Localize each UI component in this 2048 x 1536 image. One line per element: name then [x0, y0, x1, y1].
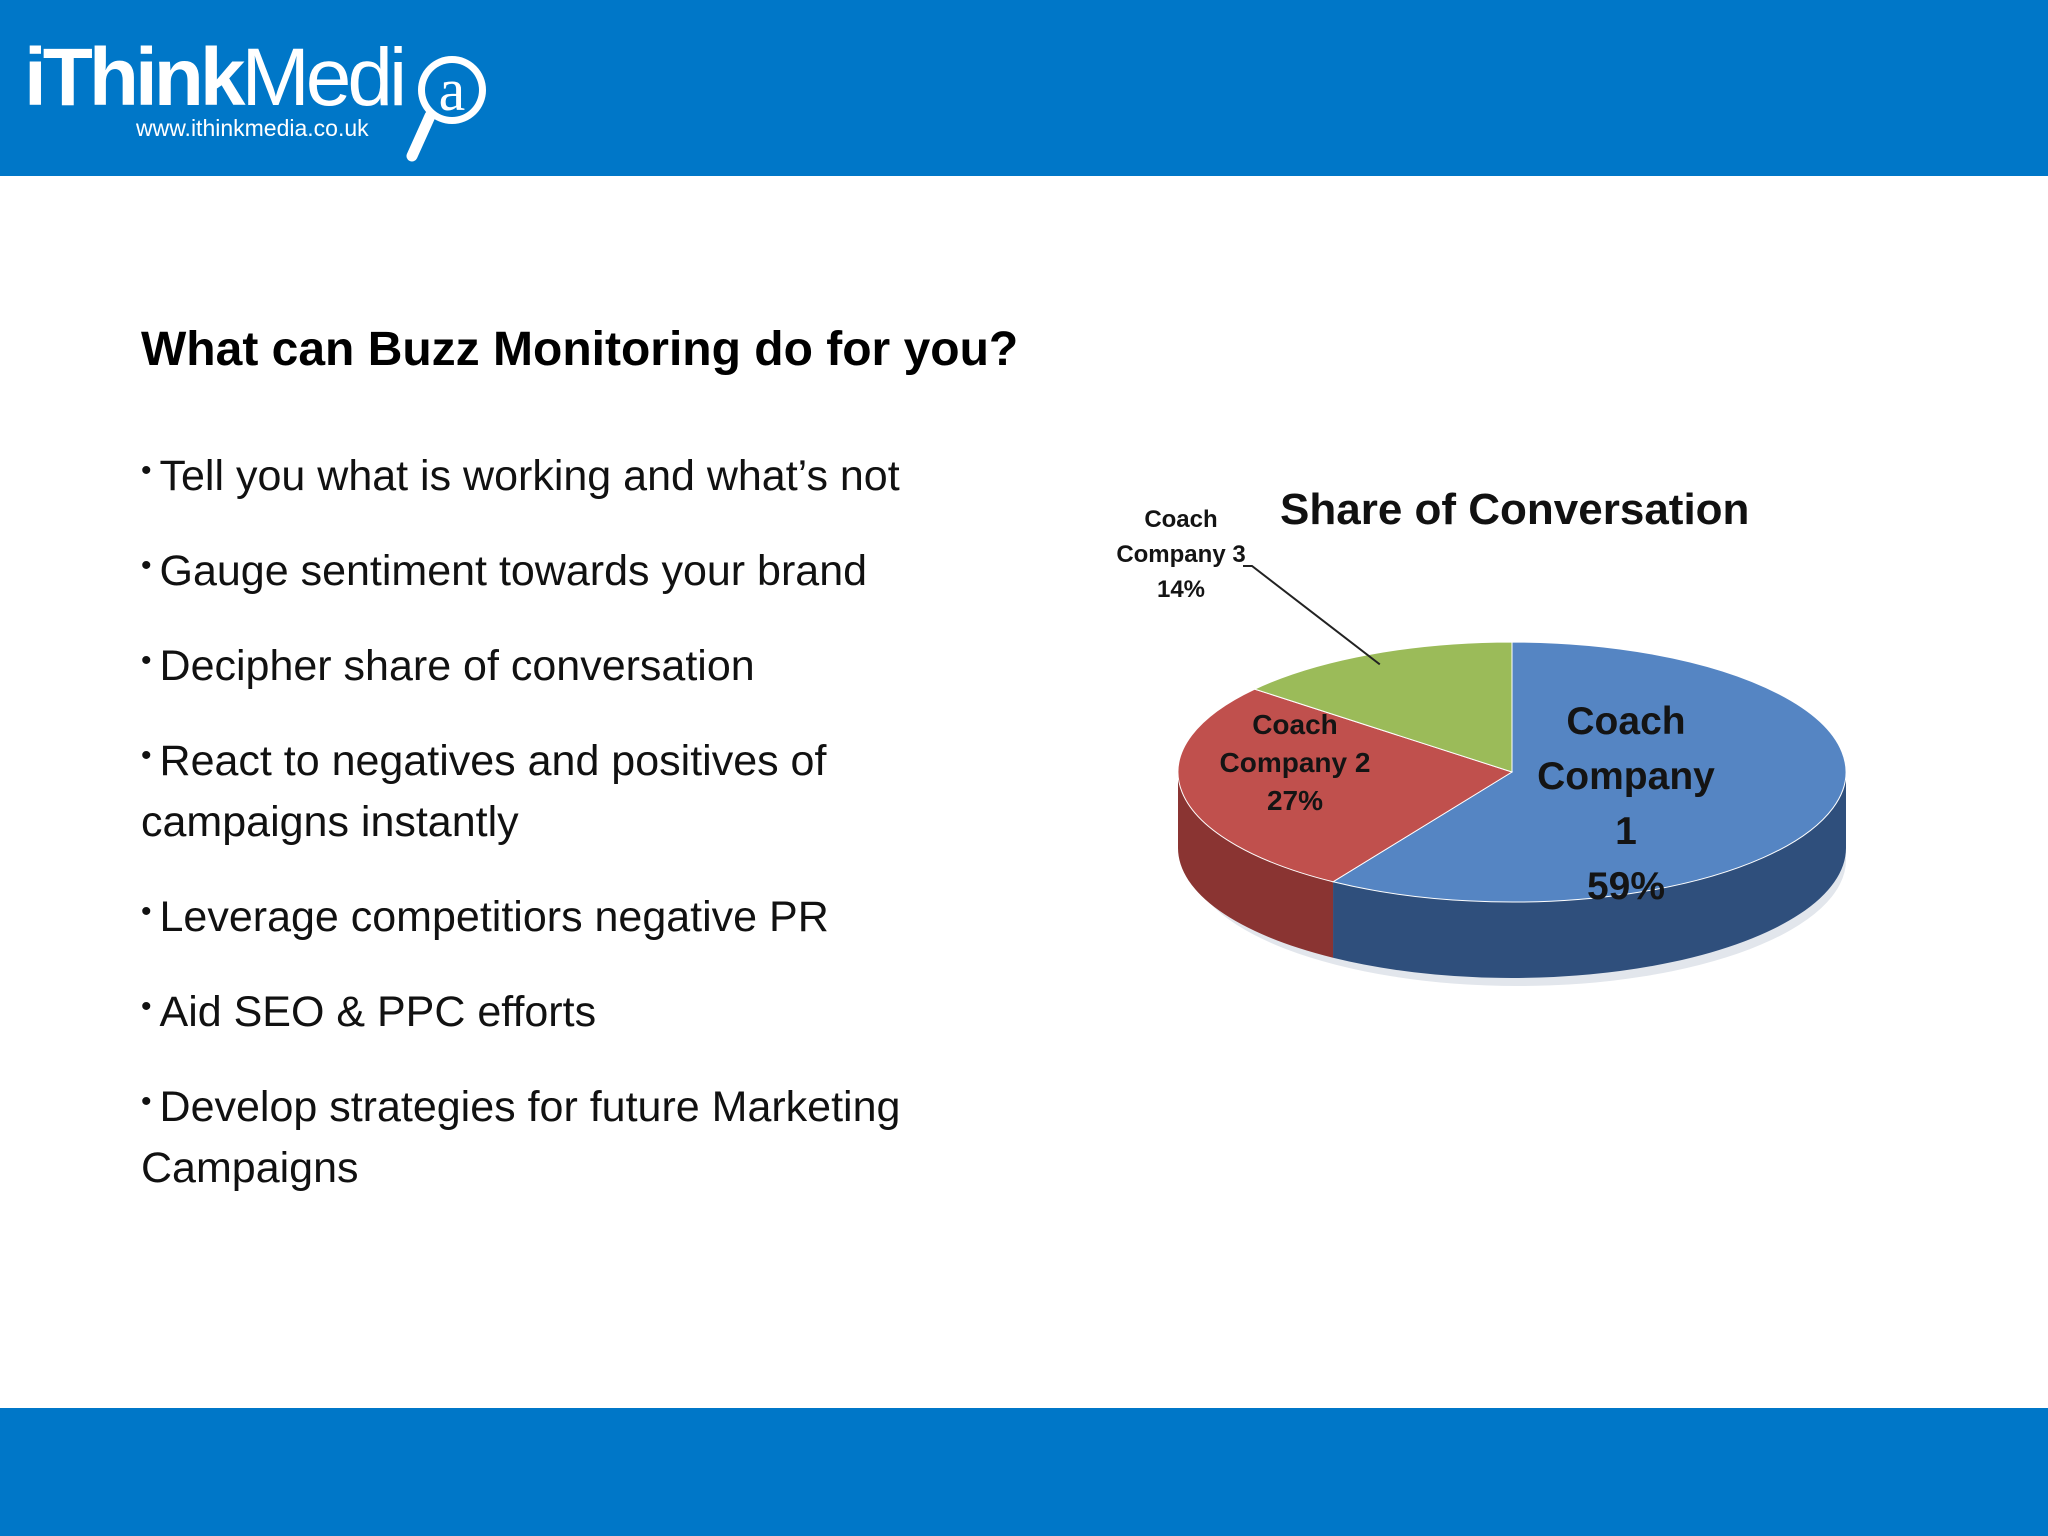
slide-title: What can Buzz Monitoring do for you?	[141, 323, 1019, 376]
slice-label-line: Company 3	[1116, 541, 1246, 568]
bullet-text: Decipher share of conversation	[159, 642, 755, 690]
bullet-dot: •	[141, 454, 152, 487]
bullet-dot: •	[141, 990, 152, 1023]
bullet-text: Tell you what is working and what’s not	[159, 452, 900, 500]
footer-bar	[0, 1408, 2048, 1536]
slice-label-line: Coach	[1566, 700, 1686, 743]
bullet-dot: •	[141, 895, 152, 928]
bullet-dot: •	[141, 549, 152, 582]
magnifier-icon	[396, 48, 500, 168]
slice-label-line: Coach	[1144, 506, 1218, 533]
slice-label-line: Company 2	[1219, 747, 1371, 778]
bullet-text: React to negatives and positives of campaigns instantly	[141, 737, 827, 846]
slice-label-line: Company	[1537, 755, 1715, 798]
slice-label-line: 1	[1615, 810, 1637, 853]
slice-label-line: Coach	[1252, 709, 1338, 740]
slice-label-line: 14%	[1156, 576, 1206, 603]
slice-label-coach-company-2	[1200, 706, 1390, 820]
bullet-list	[141, 440, 1041, 1227]
bullet-dot: •	[141, 739, 152, 772]
bullet-item	[141, 881, 1041, 948]
logo-wordmark: iThinkMedi	[24, 32, 404, 123]
slice-label-coach-company-1	[1496, 694, 1756, 914]
logo-letter-a: a	[438, 57, 466, 123]
header-bar	[0, 0, 2048, 176]
bullet-text: Leverage competitiors negative PR	[159, 893, 829, 941]
ithinkmedia-logo[interactable]	[24, 30, 494, 160]
bullet-text: Aid SEO & PPC efforts	[159, 988, 597, 1036]
bullet-item	[141, 535, 1041, 602]
slice-label-line: 27%	[1266, 785, 1324, 816]
bullet-text: Gauge sentiment towards your brand	[159, 547, 868, 595]
slice-label-line: 59%	[1586, 865, 1666, 908]
bullet-dot: •	[141, 644, 152, 677]
bullet-item	[141, 976, 1041, 1043]
bullet-item	[141, 1071, 1041, 1199]
bullet-item	[141, 725, 1041, 853]
chart-title: Share of Conversation	[1280, 485, 1750, 534]
bullet-item	[141, 440, 1041, 507]
slice-label-coach-company-3	[1096, 502, 1266, 607]
bullet-item	[141, 630, 1041, 697]
bullet-text: Develop strategies for future Marketing Campaigns	[141, 1083, 901, 1192]
bullet-dot: •	[141, 1085, 152, 1118]
logo-url: www.ithinkmedia.co.uk	[136, 115, 369, 141]
